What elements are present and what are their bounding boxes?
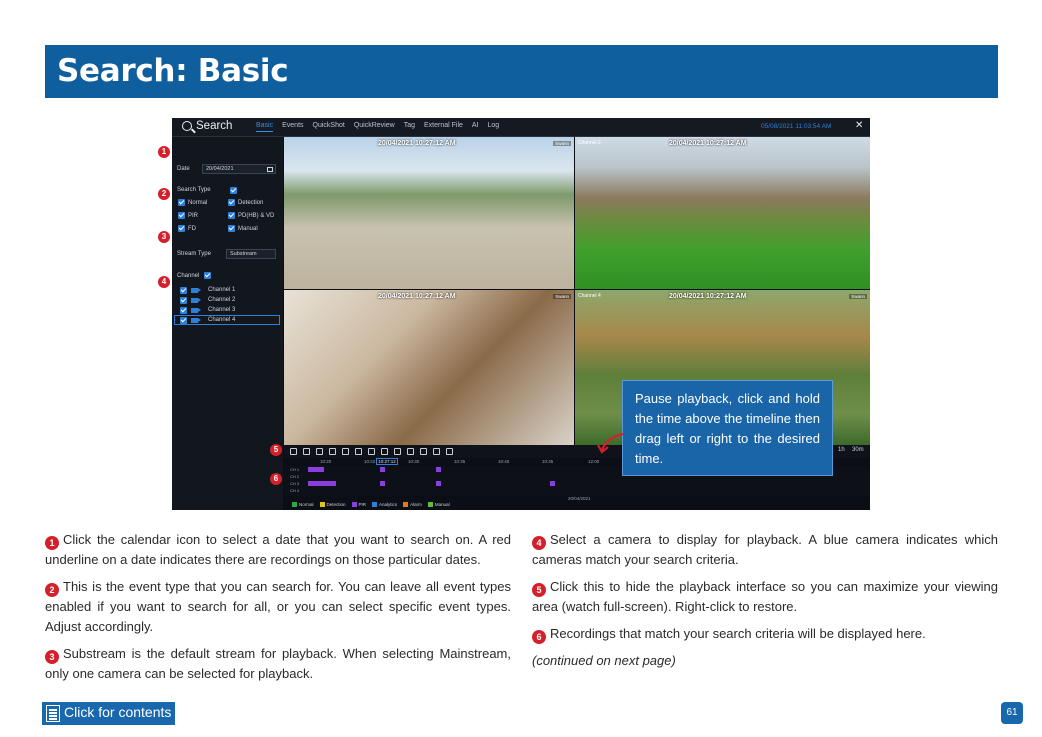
feed-timestamp: 20/04/2021 10:27:12 AM: [378, 140, 456, 147]
page-number: 61: [1001, 702, 1023, 724]
legend-swatch: [428, 502, 433, 507]
legend-label: Detection: [326, 502, 346, 507]
timeline-date: 20/04/2021: [568, 496, 591, 501]
audio-icon[interactable]: [407, 448, 414, 455]
feed-timestamp: 20/04/2021 10:27:12 AM: [669, 140, 747, 147]
legend-swatch: [403, 502, 408, 507]
tab-log[interactable]: Log: [487, 122, 500, 129]
snapshot-icon[interactable]: [420, 448, 427, 455]
step-icon[interactable]: [342, 448, 349, 455]
ui-sidebar: [172, 137, 283, 510]
note-1: [45, 530, 511, 570]
track-label: CH 1: [290, 467, 300, 472]
camera-feed-2[interactable]: [575, 137, 870, 289]
recording-segment[interactable]: [308, 467, 324, 472]
continued-note: (continued on next page): [532, 653, 676, 668]
channel-1-label[interactable]: Channel 1: [208, 287, 236, 293]
type-pir-label: PIR: [188, 213, 199, 219]
legend-label: Normal: [299, 502, 314, 507]
channel-3-label[interactable]: Channel 3: [208, 307, 236, 313]
left-column: [45, 530, 511, 691]
note-3-text: Substream is the default stream for playback. When selecting Mainstream, only one camera can be selected for playback.: [45, 646, 511, 681]
recording-segment[interactable]: [436, 467, 441, 472]
zoom-icon[interactable]: [381, 448, 388, 455]
tab-ai[interactable]: AI: [471, 122, 479, 129]
page-banner: [45, 45, 998, 98]
legend-item: [292, 502, 314, 507]
tab-events[interactable]: Events: [282, 122, 304, 129]
page-title: Search: Basic: [57, 53, 289, 89]
contents-link[interactable]: [42, 702, 175, 725]
type-pdvd-label: PD(HB) & VD: [238, 213, 275, 219]
recording-segment[interactable]: [380, 481, 385, 486]
recording-segment[interactable]: [436, 481, 441, 486]
fast-forward-icon[interactable]: [368, 448, 375, 455]
ui-topbar: [172, 118, 870, 137]
event-legend: [292, 502, 450, 507]
feed-channel-name: Channel 4: [578, 293, 601, 299]
camera-icon: [191, 308, 198, 313]
recording-segment[interactable]: [380, 467, 385, 472]
note-2: [45, 577, 511, 637]
legend-item: [352, 502, 367, 507]
callout-2: 2: [158, 188, 170, 200]
type-fd-label: FD: [188, 226, 196, 232]
legend-label: Analytics: [379, 502, 398, 507]
channel-label: Channel: [177, 273, 200, 279]
close-icon[interactable]: ✕: [855, 120, 864, 131]
note-6-text: Recordings that match your search criteria will be displayed here.: [550, 626, 926, 641]
pause-icon[interactable]: [329, 448, 336, 455]
fullscreen-icon[interactable]: [290, 448, 297, 455]
legend-label: PIR: [358, 502, 367, 507]
type-manual-label: Manual: [238, 226, 258, 232]
feed-logo: Swann: [555, 141, 569, 146]
zoom-1h[interactable]: 1h: [838, 447, 845, 453]
search-icon: [182, 121, 192, 131]
bullet-4: 4: [532, 536, 546, 550]
camera-icon: [191, 288, 198, 293]
note-2-text: This is the event type that you can search for. You can leave all event types enabled if you want to search for all, or you can select specific event types. Adjust accordingly.: [45, 579, 511, 634]
legend-item: [372, 502, 397, 507]
tick-label: 10:30: [408, 459, 420, 464]
legend-swatch: [352, 502, 357, 507]
note-4: [532, 530, 998, 570]
type-detection-checkbox[interactable]: [228, 199, 235, 206]
type-pir-checkbox[interactable]: [178, 212, 185, 219]
tick-label: 12:00: [588, 459, 600, 464]
channel-4-label[interactable]: Channel 4: [208, 317, 236, 323]
date-field[interactable]: [202, 164, 276, 174]
timeline-tooltip: Pause playback, click and hold the time above the timeline then drag left or right to the desired time.: [622, 380, 833, 476]
stream-type-label: Stream Type: [177, 251, 211, 257]
camera-feed-3[interactable]: [284, 290, 574, 445]
date-value: 20/04/2021: [206, 166, 234, 172]
type-pdvd-checkbox[interactable]: [228, 212, 235, 219]
legend-label: Alarm: [410, 502, 422, 507]
tick-label: 10:45: [542, 459, 554, 464]
legend-swatch: [320, 502, 325, 507]
callout-6: 6: [270, 473, 282, 485]
tick-label: 10:35: [454, 459, 466, 464]
camera-icon: [191, 318, 198, 323]
legend-swatch: [292, 502, 297, 507]
recording-segment[interactable]: [308, 481, 336, 486]
stream-type-select[interactable]: [226, 249, 276, 259]
channel-1-checkbox[interactable]: [180, 287, 187, 294]
callout-3: 3: [158, 231, 170, 243]
note-3: [45, 644, 511, 684]
feed-channel-name: Channel 2: [578, 140, 601, 146]
type-normal-label: Normal: [188, 200, 208, 206]
slow-icon[interactable]: [316, 448, 323, 455]
recording-segment[interactable]: [550, 481, 555, 486]
arrow-icon: [596, 430, 624, 454]
clip-icon[interactable]: [394, 448, 401, 455]
track-label: CH 4: [290, 488, 300, 493]
tab-external-file[interactable]: External File: [423, 122, 463, 129]
type-detection-label: Detection: [238, 200, 264, 206]
search-type-all-checkbox[interactable]: [230, 187, 237, 194]
feed-logo: Swann: [555, 294, 569, 299]
search-type-label: Search Type: [177, 187, 211, 193]
channel-2-label[interactable]: Channel 2: [208, 297, 236, 303]
callout-5: 5: [270, 444, 282, 456]
feed-timestamp: 20/04/2021 10:27:12 AM: [669, 293, 747, 300]
note-6: [532, 624, 998, 644]
channel-all-checkbox[interactable]: [204, 272, 211, 279]
note-5-text: Click this to hide the playback interface so you can maximize your viewing area (watch full-screen). Right-click to restore.: [532, 579, 998, 614]
camera-icon: [191, 298, 198, 303]
contents-link-label: Click for contents: [64, 704, 172, 720]
right-column: [532, 530, 998, 678]
zoom-30m[interactable]: 30m: [852, 447, 864, 453]
legend-label: Manual: [434, 502, 450, 507]
ui-title: [182, 120, 232, 132]
type-fd-checkbox[interactable]: [178, 225, 185, 232]
date-label: Date: [177, 166, 190, 172]
document-icon: [46, 705, 60, 722]
tab-basic[interactable]: Basic: [256, 122, 273, 132]
callout-4: 4: [158, 276, 170, 288]
tab-tag[interactable]: Tag: [403, 122, 415, 129]
tick-label: 10:22: [364, 459, 376, 464]
channel-3-checkbox[interactable]: [180, 307, 187, 314]
tick-label: 10:20: [320, 459, 332, 464]
legend-item: [403, 502, 422, 507]
track-label: CH 2: [290, 474, 300, 479]
ui-datetime: 05/08/2021 11:03:54 AM: [761, 123, 832, 130]
channel-4-checkbox[interactable]: [180, 317, 187, 324]
stop-icon[interactable]: [355, 448, 362, 455]
bullet-6: 6: [532, 630, 546, 644]
calendar-icon[interactable]: [267, 167, 273, 172]
note-4-text: Select a camera to display for playback. A blue camera indicates which cameras match your search criteria.: [532, 532, 998, 567]
legend-item: [320, 502, 346, 507]
bullet-1: 1: [45, 536, 59, 550]
channel-2-checkbox[interactable]: [180, 297, 187, 304]
feed-logo: Swann: [851, 294, 865, 299]
feed-timestamp: 20/04/2021 10:27:12 AM: [378, 293, 456, 300]
volume-icon[interactable]: [446, 448, 453, 455]
callout-1: 1: [158, 146, 170, 158]
tag-icon[interactable]: [433, 448, 440, 455]
tab-quickreview[interactable]: QuickReview: [353, 122, 395, 129]
note-5: [532, 577, 998, 617]
tab-quickshot[interactable]: QuickShot: [312, 122, 345, 129]
rewind-icon[interactable]: [303, 448, 310, 455]
stream-type-value: Substream: [230, 251, 257, 257]
current-time-marker[interactable]: 10:27:12: [376, 458, 398, 465]
type-normal-checkbox[interactable]: [178, 199, 185, 206]
track-label: CH 3: [290, 481, 300, 486]
tick-label: 10:40: [498, 459, 510, 464]
bullet-5: 5: [532, 583, 546, 597]
legend-swatch: [372, 502, 377, 507]
type-manual-checkbox[interactable]: [228, 225, 235, 232]
bullet-2: 2: [45, 583, 59, 597]
ui-title-label: Search: [196, 120, 233, 132]
legend-item: [428, 502, 450, 507]
camera-feed-1[interactable]: [284, 137, 574, 289]
ui-tabs: [256, 122, 508, 132]
bullet-3: 3: [45, 650, 59, 664]
note-1-text: Click the calendar icon to select a date that you want to search on. A red underline on a date indicates there are recordings on those particular dates.: [45, 532, 511, 567]
